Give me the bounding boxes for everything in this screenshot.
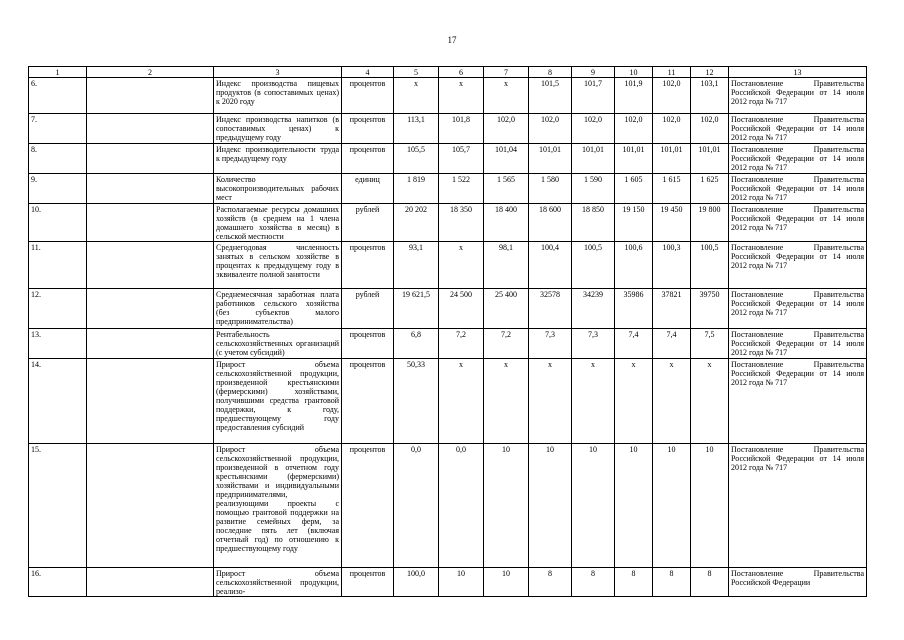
value-cell: 102,0 xyxy=(615,114,653,144)
table-row xyxy=(29,329,867,359)
value-cell: 50,33 xyxy=(394,359,439,444)
value-cell: 18 850 xyxy=(572,204,615,242)
unit-cell: процентов xyxy=(342,242,394,289)
value-cell: 7,3 xyxy=(529,329,572,359)
indicator-name: Среднегодовая численность занятых в сельском хозяйстве в процентах к предыдущему году в эквиваленте полной занятости xyxy=(214,242,342,289)
value-cell: 10 xyxy=(529,444,572,568)
unit-cell: процентов xyxy=(342,144,394,174)
source-cell: Постановление Правительства Российской Федерации от 14 июля 2012 года № 717 xyxy=(729,242,867,289)
source-cell: Постановление Правительства Российской Федерации от 14 июля 2012 года № 717 xyxy=(729,444,867,568)
value-cell: 1 605 xyxy=(615,174,653,204)
table-row xyxy=(29,114,867,144)
value-cell: х xyxy=(439,242,484,289)
unit-cell: рублей xyxy=(342,289,394,329)
value-cell: 10 xyxy=(572,444,615,568)
value-cell: 101,8 xyxy=(439,114,484,144)
value-cell: 102,0 xyxy=(572,114,615,144)
value-cell: 101,01 xyxy=(691,144,729,174)
value-cell: х xyxy=(439,359,484,444)
header-cell: 9 xyxy=(572,67,615,78)
unit-cell: процентов xyxy=(342,444,394,568)
row-number: 7. xyxy=(29,114,87,144)
value-cell: 102,0 xyxy=(484,114,529,144)
table-row xyxy=(29,144,867,174)
source-cell: Постановление Правительства Российской Федерации от 14 июля 2012 года № 717 xyxy=(729,289,867,329)
value-cell: 98,1 xyxy=(484,242,529,289)
value-cell: 20 202 xyxy=(394,204,439,242)
value-cell: х xyxy=(394,78,439,114)
value-cell: х xyxy=(484,359,529,444)
indicators-table xyxy=(28,66,867,597)
indicator-name: Количество высокопроизводительных рабочих мест xyxy=(214,174,342,204)
unit-cell: процентов xyxy=(342,568,394,597)
value-cell: 7,5 xyxy=(691,329,729,359)
cell-col2 xyxy=(87,329,214,359)
value-cell: 100,4 xyxy=(529,242,572,289)
value-cell: 0,0 xyxy=(394,444,439,568)
value-cell: 39750 xyxy=(691,289,729,329)
value-cell: 10 xyxy=(653,444,691,568)
value-cell: 19 450 xyxy=(653,204,691,242)
value-cell: 25 400 xyxy=(484,289,529,329)
cell-col2 xyxy=(87,174,214,204)
header-cell: 11 xyxy=(653,67,691,78)
table-row xyxy=(29,174,867,204)
page-number: 17 xyxy=(447,35,457,45)
value-cell: 100,5 xyxy=(572,242,615,289)
value-cell: 34239 xyxy=(572,289,615,329)
table-row xyxy=(29,568,867,597)
value-cell: 1 819 xyxy=(394,174,439,204)
row-number: 9. xyxy=(29,174,87,204)
header-cell: 2 xyxy=(87,67,214,78)
indicator-name: Располагаемые ресурсы домашних хозяйств (в среднем на 1 члена домашнего хозяйства в месяц) в сельской местности xyxy=(214,204,342,242)
unit-cell: процентов xyxy=(342,359,394,444)
value-cell: 101,7 xyxy=(572,78,615,114)
value-cell: 101,5 xyxy=(529,78,572,114)
row-number: 6. xyxy=(29,78,87,114)
source-cell: Постановление Правительства Российской Федерации от 14 июля 2012 года № 717 xyxy=(729,329,867,359)
indicator-name: Рентабельность сельскохозяйственных организаций (с учетом субсидий) xyxy=(214,329,342,359)
source-cell: Постановление Правительства Российской Федерации от 14 июля 2012 года № 717 xyxy=(729,359,867,444)
unit-cell: процентов xyxy=(342,329,394,359)
row-number: 8. xyxy=(29,144,87,174)
value-cell: 102,0 xyxy=(529,114,572,144)
header-cell: 10 xyxy=(615,67,653,78)
header-cell: 1 xyxy=(29,67,87,78)
table-row xyxy=(29,289,867,329)
header-cell: 6 xyxy=(439,67,484,78)
indicator-name: Прирост объема сельскохозяйственной продукции, произведенной крестьянскими (фермерскими) хозяйствами, получившими средства грантовой поддержки, к году, предшествующему году предоставления субсидий xyxy=(214,359,342,444)
value-cell: 6,8 xyxy=(394,329,439,359)
value-cell: 24 500 xyxy=(439,289,484,329)
value-cell: 19 621,5 xyxy=(394,289,439,329)
value-cell: 101,01 xyxy=(572,144,615,174)
cell-col2 xyxy=(87,242,214,289)
value-cell: 7,4 xyxy=(615,329,653,359)
value-cell: 1 522 xyxy=(439,174,484,204)
value-cell: 100,3 xyxy=(653,242,691,289)
header-cell: 13 xyxy=(729,67,867,78)
value-cell: 101,01 xyxy=(653,144,691,174)
cell-col2 xyxy=(87,144,214,174)
value-cell: 18 600 xyxy=(529,204,572,242)
table-row xyxy=(29,204,867,242)
source-cell: Постановление Правительства Российской Федерации от 14 июля 2012 года № 717 xyxy=(729,204,867,242)
value-cell: 10 xyxy=(439,568,484,597)
value-cell: 18 400 xyxy=(484,204,529,242)
value-cell: 7,3 xyxy=(572,329,615,359)
value-cell: 105,7 xyxy=(439,144,484,174)
source-cell: Постановление Правительства Российской Федерации от 14 июля 2012 года № 717 xyxy=(729,144,867,174)
table-row xyxy=(29,242,867,289)
value-cell: х xyxy=(529,359,572,444)
value-cell: 10 xyxy=(615,444,653,568)
cell-col2 xyxy=(87,78,214,114)
value-cell: 103,1 xyxy=(691,78,729,114)
value-cell: 19 800 xyxy=(691,204,729,242)
header-cell: 3 xyxy=(214,67,342,78)
value-cell: 8 xyxy=(529,568,572,597)
source-cell: Постановление Правительства Российской Федерации от 14 июля 2012 года № 717 xyxy=(729,114,867,144)
value-cell: х xyxy=(484,78,529,114)
value-cell: 7,2 xyxy=(484,329,529,359)
value-cell: 7,4 xyxy=(653,329,691,359)
value-cell: 8 xyxy=(691,568,729,597)
cell-col2 xyxy=(87,289,214,329)
value-cell: 101,04 xyxy=(484,144,529,174)
table-row xyxy=(29,78,867,114)
row-number: 11. xyxy=(29,242,87,289)
source-cell: Постановление Правительства Российской Федерации от 14 июля 2012 года № 717 xyxy=(729,174,867,204)
value-cell: 35986 xyxy=(615,289,653,329)
value-cell: 8 xyxy=(615,568,653,597)
unit-cell: процентов xyxy=(342,114,394,144)
table-row xyxy=(29,444,867,568)
value-cell: 32578 xyxy=(529,289,572,329)
indicator-name: Индекс производства пищевых продуктов (в сопоставимых ценах) к 2020 году xyxy=(214,78,342,114)
row-number: 10. xyxy=(29,204,87,242)
value-cell: 1 615 xyxy=(653,174,691,204)
indicator-name: Индекс производительности труда к предыдущему году xyxy=(214,144,342,174)
cell-col2 xyxy=(87,444,214,568)
value-cell: 1 590 xyxy=(572,174,615,204)
value-cell: 10 xyxy=(691,444,729,568)
value-cell: 37821 xyxy=(653,289,691,329)
value-cell: х xyxy=(572,359,615,444)
row-number: 13. xyxy=(29,329,87,359)
header-cell: 12 xyxy=(691,67,729,78)
value-cell: 19 150 xyxy=(615,204,653,242)
row-number: 12. xyxy=(29,289,87,329)
value-cell: 102,0 xyxy=(653,114,691,144)
indicator-name: Прирост объема сельскохозяйственной продукции, реализо- xyxy=(214,568,342,597)
value-cell: 100,0 xyxy=(394,568,439,597)
value-cell: х xyxy=(439,78,484,114)
value-cell: 10 xyxy=(484,568,529,597)
value-cell: 1 580 xyxy=(529,174,572,204)
header-cell: 7 xyxy=(484,67,529,78)
value-cell: 105,5 xyxy=(394,144,439,174)
value-cell: 101,01 xyxy=(615,144,653,174)
value-cell: 113,1 xyxy=(394,114,439,144)
value-cell: 102,0 xyxy=(691,114,729,144)
indicator-name: Индекс производства напитков (в сопоставимых ценах) к предыдущему году xyxy=(214,114,342,144)
value-cell: 100,6 xyxy=(615,242,653,289)
unit-cell: процентов xyxy=(342,78,394,114)
header-row xyxy=(29,67,867,78)
row-number: 15. xyxy=(29,444,87,568)
cell-col2 xyxy=(87,359,214,444)
table-row xyxy=(29,359,867,444)
source-cell: Постановление Правительства Российской Федерации от 14 июля 2012 года № 717 xyxy=(729,78,867,114)
cell-col2 xyxy=(87,204,214,242)
value-cell: 8 xyxy=(653,568,691,597)
unit-cell: рублей xyxy=(342,204,394,242)
value-cell: 7,2 xyxy=(439,329,484,359)
value-cell: 18 350 xyxy=(439,204,484,242)
value-cell: 0,0 xyxy=(439,444,484,568)
value-cell: х xyxy=(691,359,729,444)
value-cell: 102,0 xyxy=(653,78,691,114)
row-number: 14. xyxy=(29,359,87,444)
indicator-name: Прирост объема сельскохозяйственной продукции, произведенной в отчетном году крестьянскими (фермерскими) хозяйствами и индивидуальными предпринимателями, реализующими проекты с помощью грантовой поддержки на развитие семейных ферм, за последние пять лет (включая отчетный год) по отношению к предшествующему году xyxy=(214,444,342,568)
value-cell: 1 565 xyxy=(484,174,529,204)
cell-col2 xyxy=(87,114,214,144)
value-cell: 101,01 xyxy=(529,144,572,174)
value-cell: 1 625 xyxy=(691,174,729,204)
source-cell: Постановление Правительства Российской Федерации xyxy=(729,568,867,597)
row-number: 16. xyxy=(29,568,87,597)
unit-cell: единиц xyxy=(342,174,394,204)
cell-col2 xyxy=(87,568,214,597)
value-cell: 101,9 xyxy=(615,78,653,114)
header-cell: 8 xyxy=(529,67,572,78)
header-cell: 4 xyxy=(342,67,394,78)
value-cell: 10 xyxy=(484,444,529,568)
indicator-name: Среднемесячная заработная плата работников сельского хозяйства (без субъектов малого предпринимательства) xyxy=(214,289,342,329)
value-cell: 8 xyxy=(572,568,615,597)
value-cell: х xyxy=(615,359,653,444)
value-cell: 100,5 xyxy=(691,242,729,289)
value-cell: х xyxy=(653,359,691,444)
value-cell: 93,1 xyxy=(394,242,439,289)
header-cell: 5 xyxy=(394,67,439,78)
